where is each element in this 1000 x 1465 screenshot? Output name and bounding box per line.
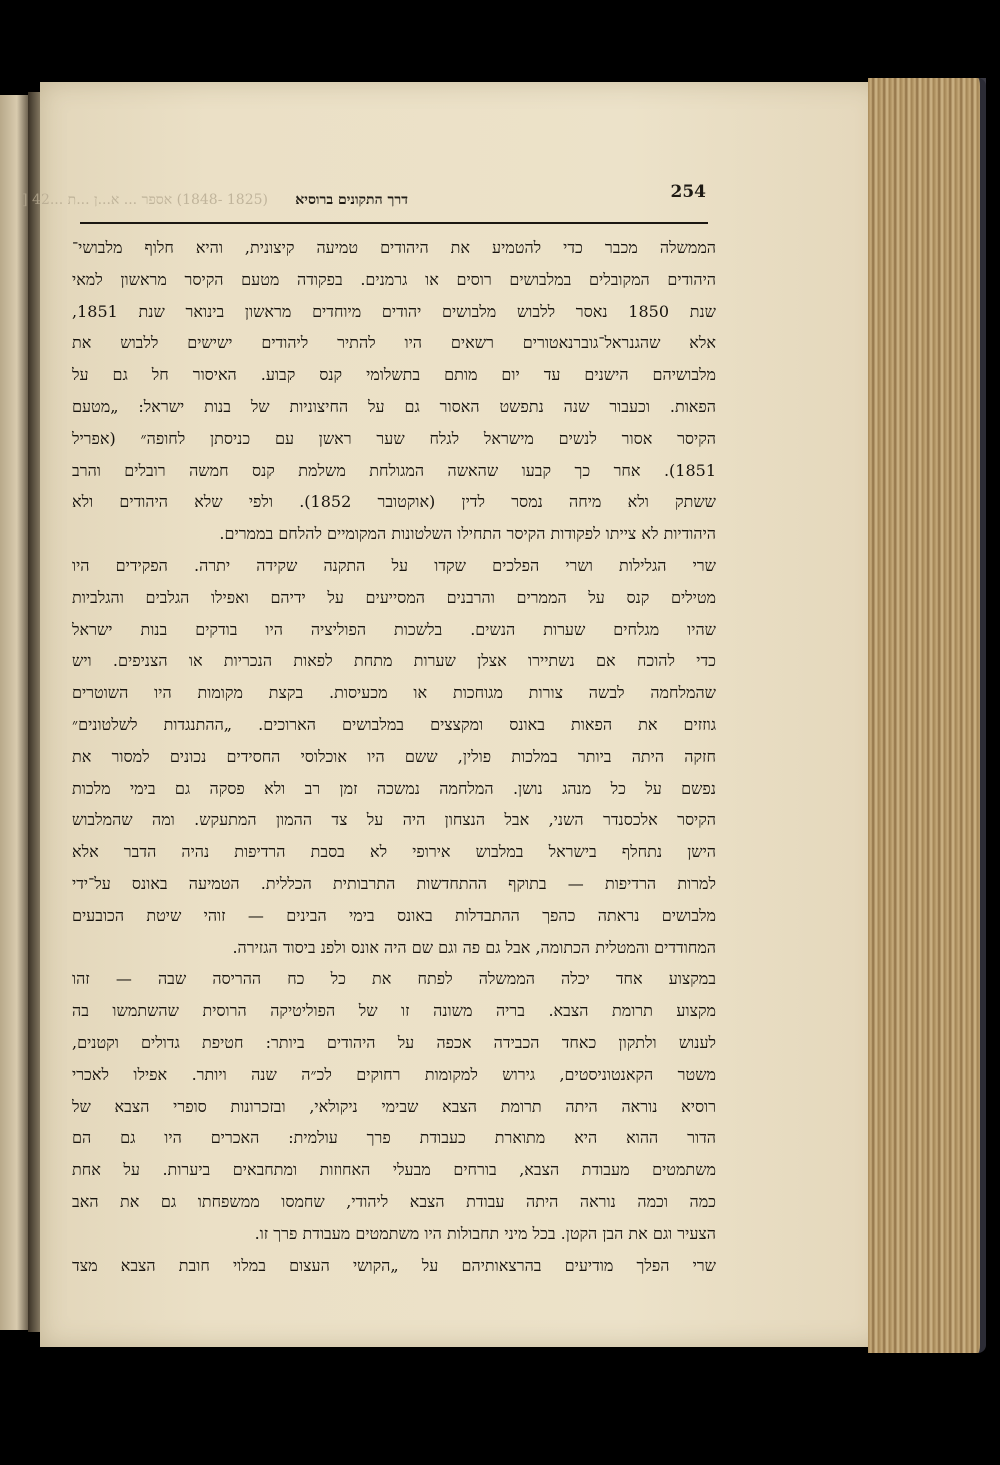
text-line: רוסיא נוראה היתה תרומת הצבא שבימי ניקולאי, ובזכרונות סופרי הצבא של <box>72 1096 716 1116</box>
faded-bleed-through-text: (1825 -1848) אספר ... א...ן ...ת ...42 [ <box>22 192 268 208</box>
text-line: כמה וכמה נוראה היתה עבודת הצבא ליהודי, שחמסו ממשפחתו גם את האב <box>72 1191 716 1211</box>
text-line: שרי הפלך מודיעים בהרצאותיהם על „הקושי העצום במלוי חובת הצבא מצד <box>72 1255 716 1275</box>
text-line: שהיו מגלחים שערות הנשים. בלשכות הפוליציה היו בודקים בנות ישראל <box>72 619 716 639</box>
text-line: מטילים קנס על הממרים והרבנים המסייעים על ידיהם ואפילו הגלבים והגלביות <box>72 587 716 607</box>
text-line: הקיסר אלכסנדר השני, אבל הנצחון היה על צד ההמון המתעקש. ומה שהמלבוש <box>72 810 716 830</box>
running-title: דרך התקונים ברוסיא <box>295 192 408 208</box>
text-line: הפאות. וכעבור שנה נתפשט האסור גם על החיצוניות של בנות ישראל: „מטעם <box>72 396 716 416</box>
text-line: 1851). אחר כך קבעו שהאשה המגולחת משלמת קנס חמשה רובלים והרב <box>72 460 716 480</box>
text-line: כדי להוכח אם נשתיירו אצלן שערות מתחת לפאות הנכריות או הצניפים. ויש <box>72 651 716 671</box>
body-text <box>72 232 716 1281</box>
page-number: 254 <box>670 182 706 202</box>
text-line: נפשם על כל מנהג נושן. המלחמה נמשכה זמן רב ולא פסקה גם בימי מלכות <box>72 778 716 798</box>
text-line: שרי הגלילות ושרי הפלכים שקדו על התקנה שקידה יתרה. הפקידים היו <box>72 555 716 575</box>
text-line: שהמלחמה לבשה צורות מגוחכות או מכעיסות. בקצת מקומות היו השוטרים <box>72 683 716 703</box>
text-line: הישן נתחלף בישראל במלבוש אירופי לא בסבת הרדיפות נהיה הדבר אלא <box>72 842 716 862</box>
text-line: המחודדים והמטלית הכתומה, אבל גם פה וגם שם היה אונס ולפנ ביסוד הגזירה. <box>232 937 716 957</box>
text-line: הדור ההוא היא מתוארת כעבודת פרך עולמית: האכרים היו גם הם <box>72 1128 716 1148</box>
text-line: הממשלה מכבר כדי להטמיע את היהודים טמיעה קיצונית, והיא חלוף מלבושי־ <box>72 238 716 257</box>
text-line: אלא שהגנראל־גוברנאטורים רשאים היו להתיר ליהודים ישישים ללבוש את <box>72 333 716 353</box>
text-line: ששתק ולא מיחה נמסר לדין (אוקטובר 1852). ולפי שלא היהודים ולא <box>72 492 716 512</box>
header-rule <box>80 222 708 224</box>
text-line: משתמטים מעבודת הצבא, בורחים מבעלי האחוזות ומתחבאים ביערות. על אחת <box>72 1160 716 1180</box>
text-line: גוזזים את הפאות באונס ומקצצים במלבושים הארוכים. „ההתנגדות לשלטונים״ <box>72 714 716 734</box>
text-line: מלבושיהם הישנים עד יום מותם בתשלומי קנס קבוע. האיסור חל גם על <box>72 365 716 385</box>
running-header <box>22 182 708 224</box>
text-line: מלבושים נראתה כהפך ההתבדלות באונס בימי הבינים — זוהי שיטת הכובעים <box>72 905 716 925</box>
page-stack-edges <box>868 78 986 1353</box>
text-line: לענוש ולתקון כאחד הכבידה אכפה על היהודים ביותר: חטיפת גדולים וקטנים, <box>72 1032 716 1052</box>
text-line: למרות הרדיפות — בתוקף ההתחדשות התרבותית הכללית. הטמיעה באונס על־ידי <box>72 873 716 893</box>
text-line: היהודים המקובלים במלבושים רוסים או גרמנים. בפקודה מטעם הקיסר מראשון למאי <box>72 269 716 289</box>
text-line: חזקה היתה ביותר במלכות פולין, ששם היו אוכלוסי החסידים נכונים למסור את <box>72 746 716 766</box>
text-line: הקיסר אסור לנשים מישראל לגלח שער ראשן עם כניסתן לחופה״ (אפריל <box>72 428 716 448</box>
text-line: מקצוע תרומת הצבא. בריה משונה זו של הפוליטיקה הרוסית שהשתמשו בה <box>72 1001 716 1021</box>
text-line: היהודיות לא צייתו לפקודות הקיסר התחילו השלטונות המקומיים להלחם בממרים. <box>219 524 716 544</box>
text-line: משטר הקאנטוניסטים, גירוש למקומות רחוקים לכ״ה שנה ויותר. אפילו לאכרי <box>72 1064 716 1084</box>
text-line: הצעיר וגם את הבן הקטן. בכל מיני תחבולות היו משתמטים מעבודת פרך זו. <box>254 1223 716 1243</box>
facing-page-edge <box>0 95 28 1330</box>
text-line: שנת 1850 נאסר ללבוש מלבושים יהודים מיוחדים מראשון בינואר שנת 1851, <box>72 301 716 321</box>
text-line: במקצוע אחד יכלה הממשלה לפתח את כל כח ההריסה שבה — זהו <box>72 969 716 989</box>
